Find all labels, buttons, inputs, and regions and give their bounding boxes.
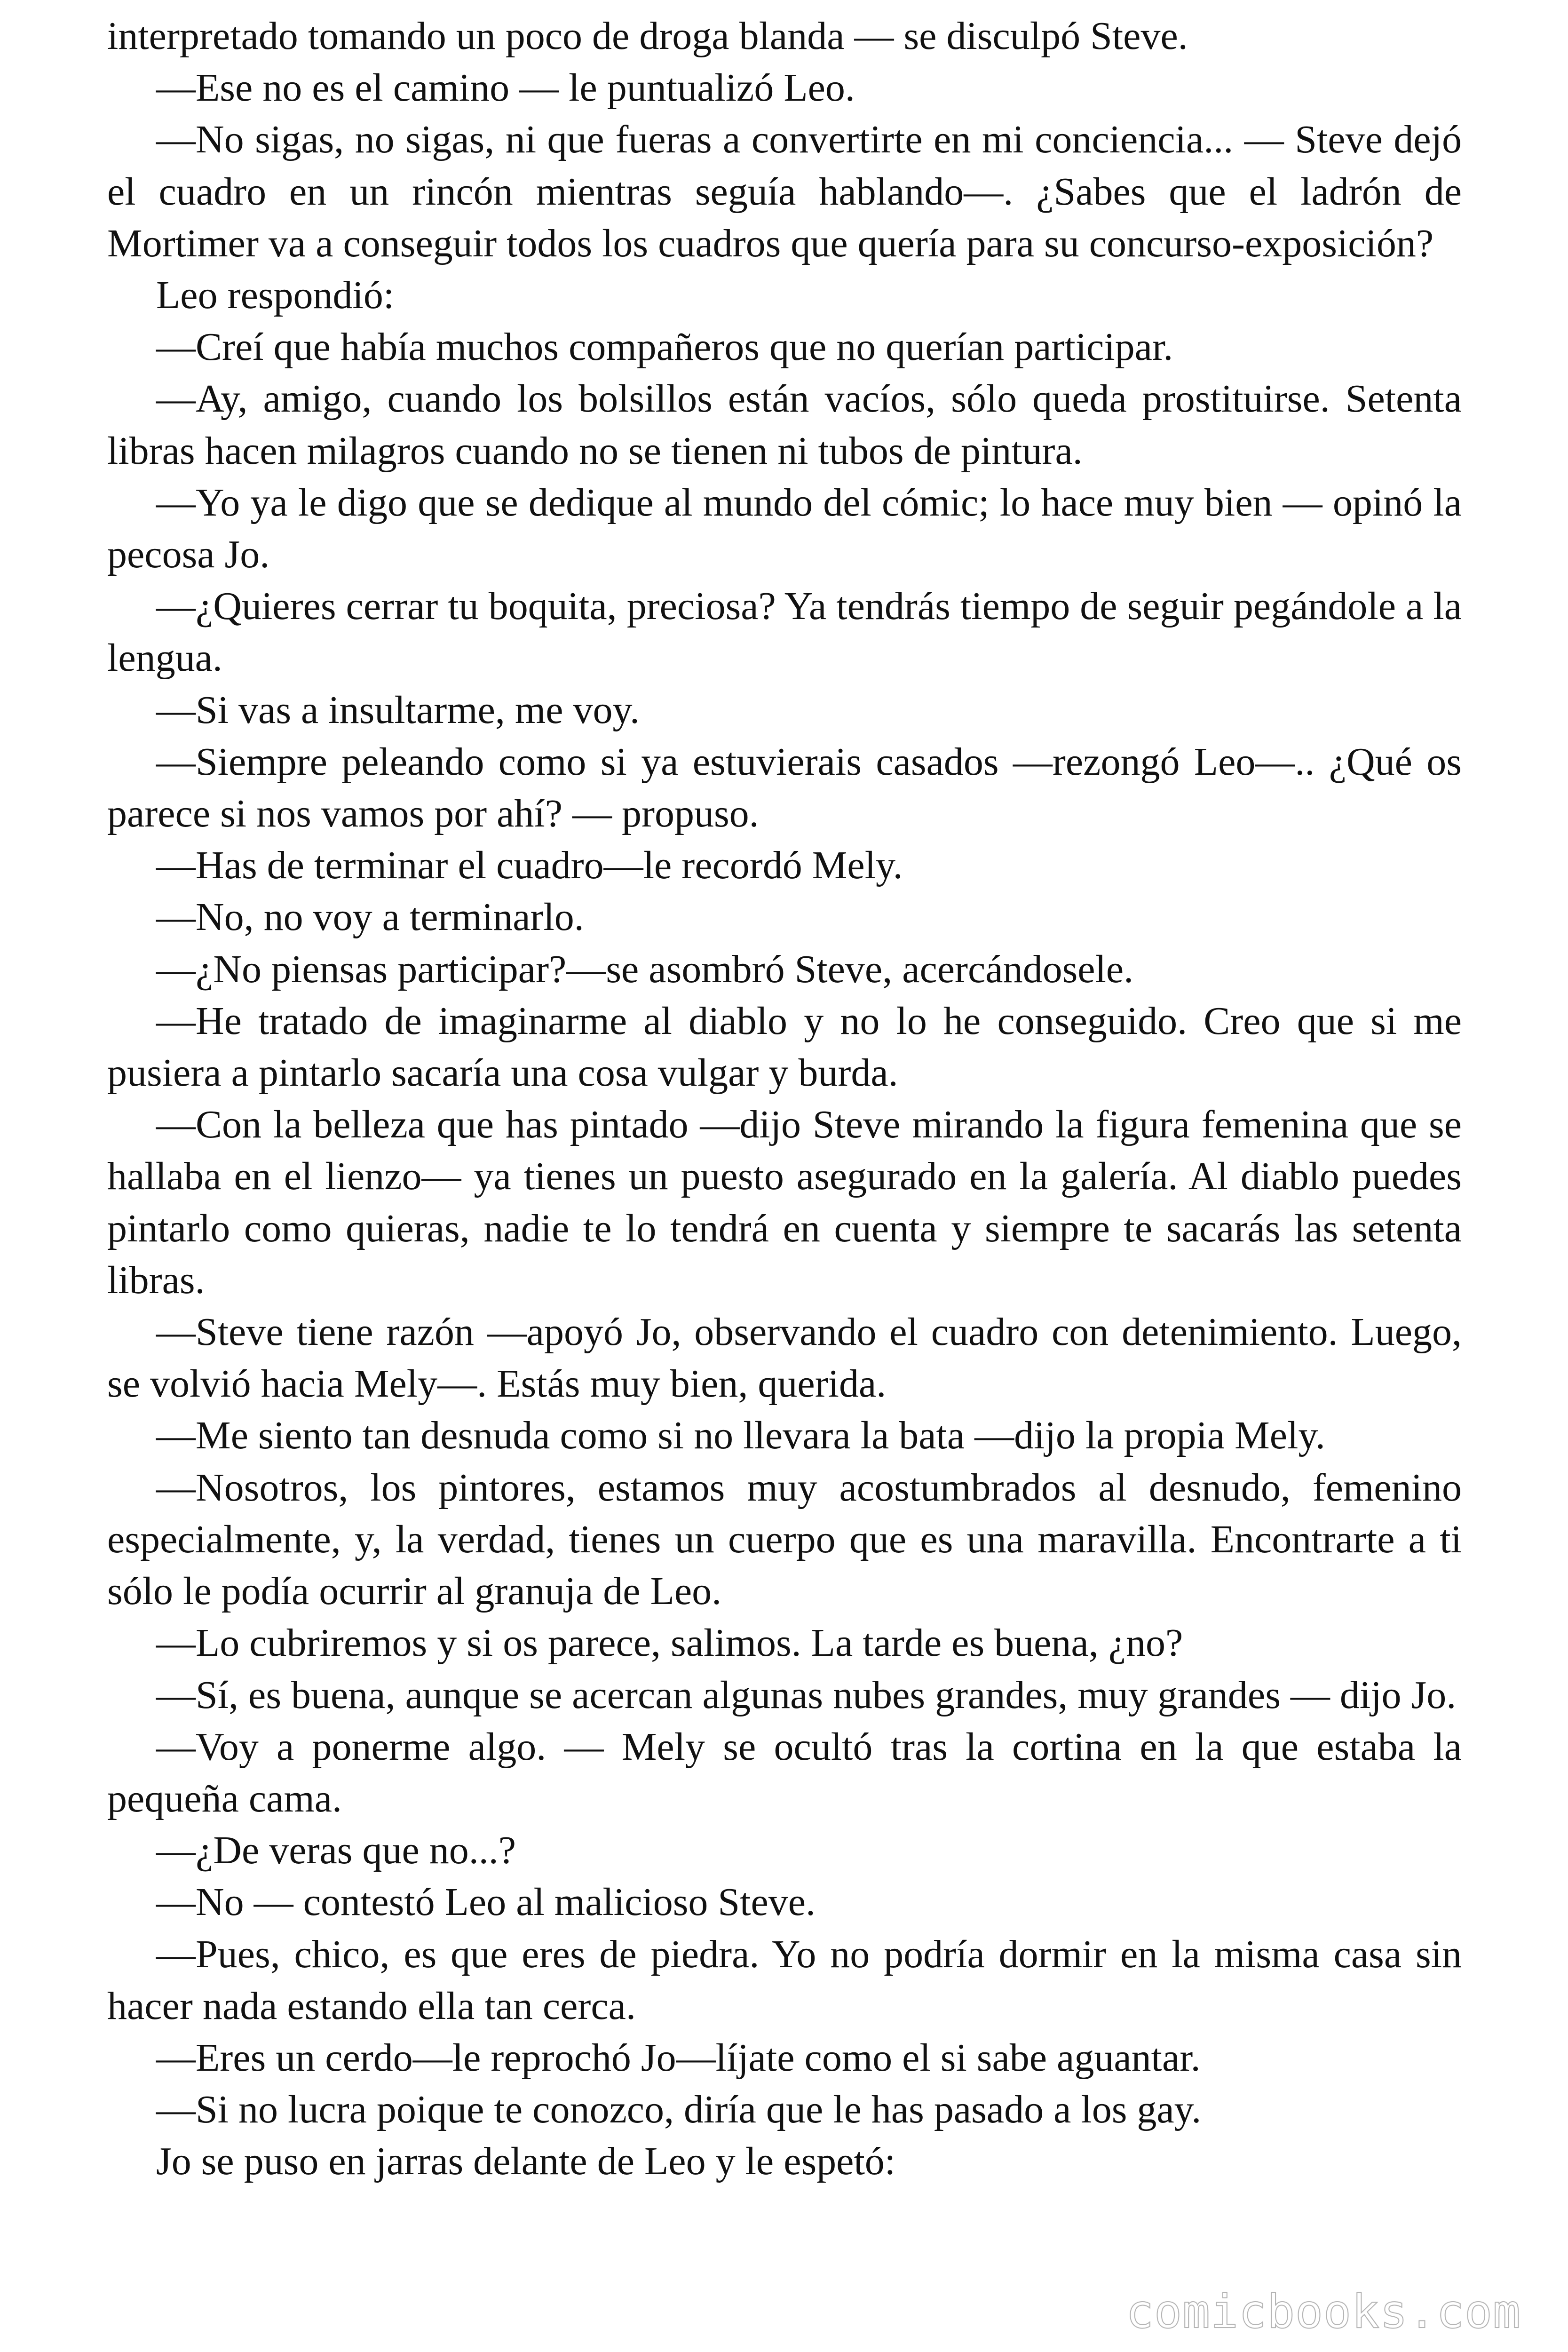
paragraph-5: —Creí que había muchos compañeros que no querían participar. (156, 325, 1173, 369)
paragraph-24: —Pues, chico, es que eres de piedra. Yo no podría dormir en la misma casa sin hacer nada estando ella tan cerca. (107, 1932, 1462, 2028)
paragraph-6: —Ay, amigo, cuando los bolsillos están vacíos, sólo queda prostituirse. Setenta libras hacen milagros cuando no se tienen ni tubos de pintura. (107, 377, 1462, 473)
paragraph-21: —Voy a ponerme algo. — Mely se ocultó tras la cortina en la que estaba la pequeña cama. (107, 1724, 1462, 1820)
paragraph-20: —Sí, es buena, aunque se acercan algunas nubes grandes, muy grandes — dijo Jo. (156, 1673, 1457, 1717)
paragraph-9: —Si vas a insultarme, me voy. (156, 688, 640, 732)
paragraph-17: —Me siento tan desnuda como si no llevara la bata —dijo la propia Mely. (156, 1414, 1325, 1458)
paragraph-1: interpretado tomando un poco de droga blanda — se disculpó Steve. (107, 14, 1188, 58)
paragraph-12: —No, no voy a terminarlo. (156, 895, 584, 939)
paragraph-4: Leo respondió: (156, 273, 395, 318)
paragraph-26: —Si no lucra poique te conozco, diría que le has pasado a los gay. (156, 2088, 1202, 2132)
paragraph-23: —No — contestó Leo al malicioso Steve. (156, 1880, 816, 1924)
paragraph-16: —Steve tiene razón —apoyó Jo, observando el cuadro con detenimiento. Luego, se volvió hacia Mely—. Estás muy bien, querida. (107, 1310, 1462, 1406)
page-body-text (107, 10, 1462, 2188)
paragraph-11: —Has de terminar el cuadro—le recordó Mely. (156, 843, 903, 888)
paragraph-27: Jo se puso en jarras delante de Leo y le espetó: (156, 2139, 896, 2184)
paragraph-10: —Siempre peleando como si ya estuvierais casados —rezongó Leo—.. ¿Qué os parece si nos vamos por ahí? — propuso. (107, 739, 1462, 836)
paragraph-19: —Lo cubriremos y si os parece, salimos. La tarde es buena, ¿no? (156, 1621, 1183, 1665)
paragraph-25: —Eres un cerdo—le reprochó Jo—líjate como el si sabe aguantar. (156, 2035, 1201, 2080)
paragraph-18: —Nosotros, los pintores, estamos muy acostumbrados al desnudo, femenino especialmente, y, la verdad, tienes un cuerpo que es una maravilla. Encontrarte a ti sólo le podía ocurrir al granuja de Leo. (107, 1465, 1462, 1613)
paragraph-2: —Ese no es el camino — le puntualizó Leo. (156, 66, 855, 110)
paragraph-13: —¿No piensas participar?—se asombró Steve, acercándosele. (156, 947, 1134, 991)
paragraph-8: —¿Quieres cerrar tu boquita, preciosa? Ya tendrás tiempo de seguir pegándole a la lengua. (107, 584, 1462, 680)
paragraph-14: —He tratado de imaginarme al diablo y no lo he conseguido. Creo que si me pusiera a pintarlo sacaría una cosa vulgar y burda. (107, 999, 1462, 1095)
paragraph-7: —Yo ya le digo que se dedique al mundo del cómic; lo hace muy bien — opinó la pecosa Jo. (107, 480, 1462, 577)
paragraph-22: —¿De veras que no...? (156, 1828, 516, 1873)
paragraph-3: —No sigas, no sigas, ni que fueras a convertirte en mi conciencia... — Steve dejó el cuadro en un rincón mientras seguía hablando—. ¿Sabes que el ladrón de Mortimer va a conseguir todos los cuadros que quería para su concurso-exposición? (107, 118, 1462, 265)
watermark: comicbooks.com (1125, 2285, 1521, 2339)
paragraph-15: —Con la belleza que has pintado —dijo Steve mirando la figura femenina que se hallaba en el lienzo— ya tienes un puesto asegurado en la galería. Al diablo puedes pintarlo como quieras, nadie te lo tendrá en cuenta y siempre te sacarás las setenta libras. (107, 1103, 1462, 1302)
